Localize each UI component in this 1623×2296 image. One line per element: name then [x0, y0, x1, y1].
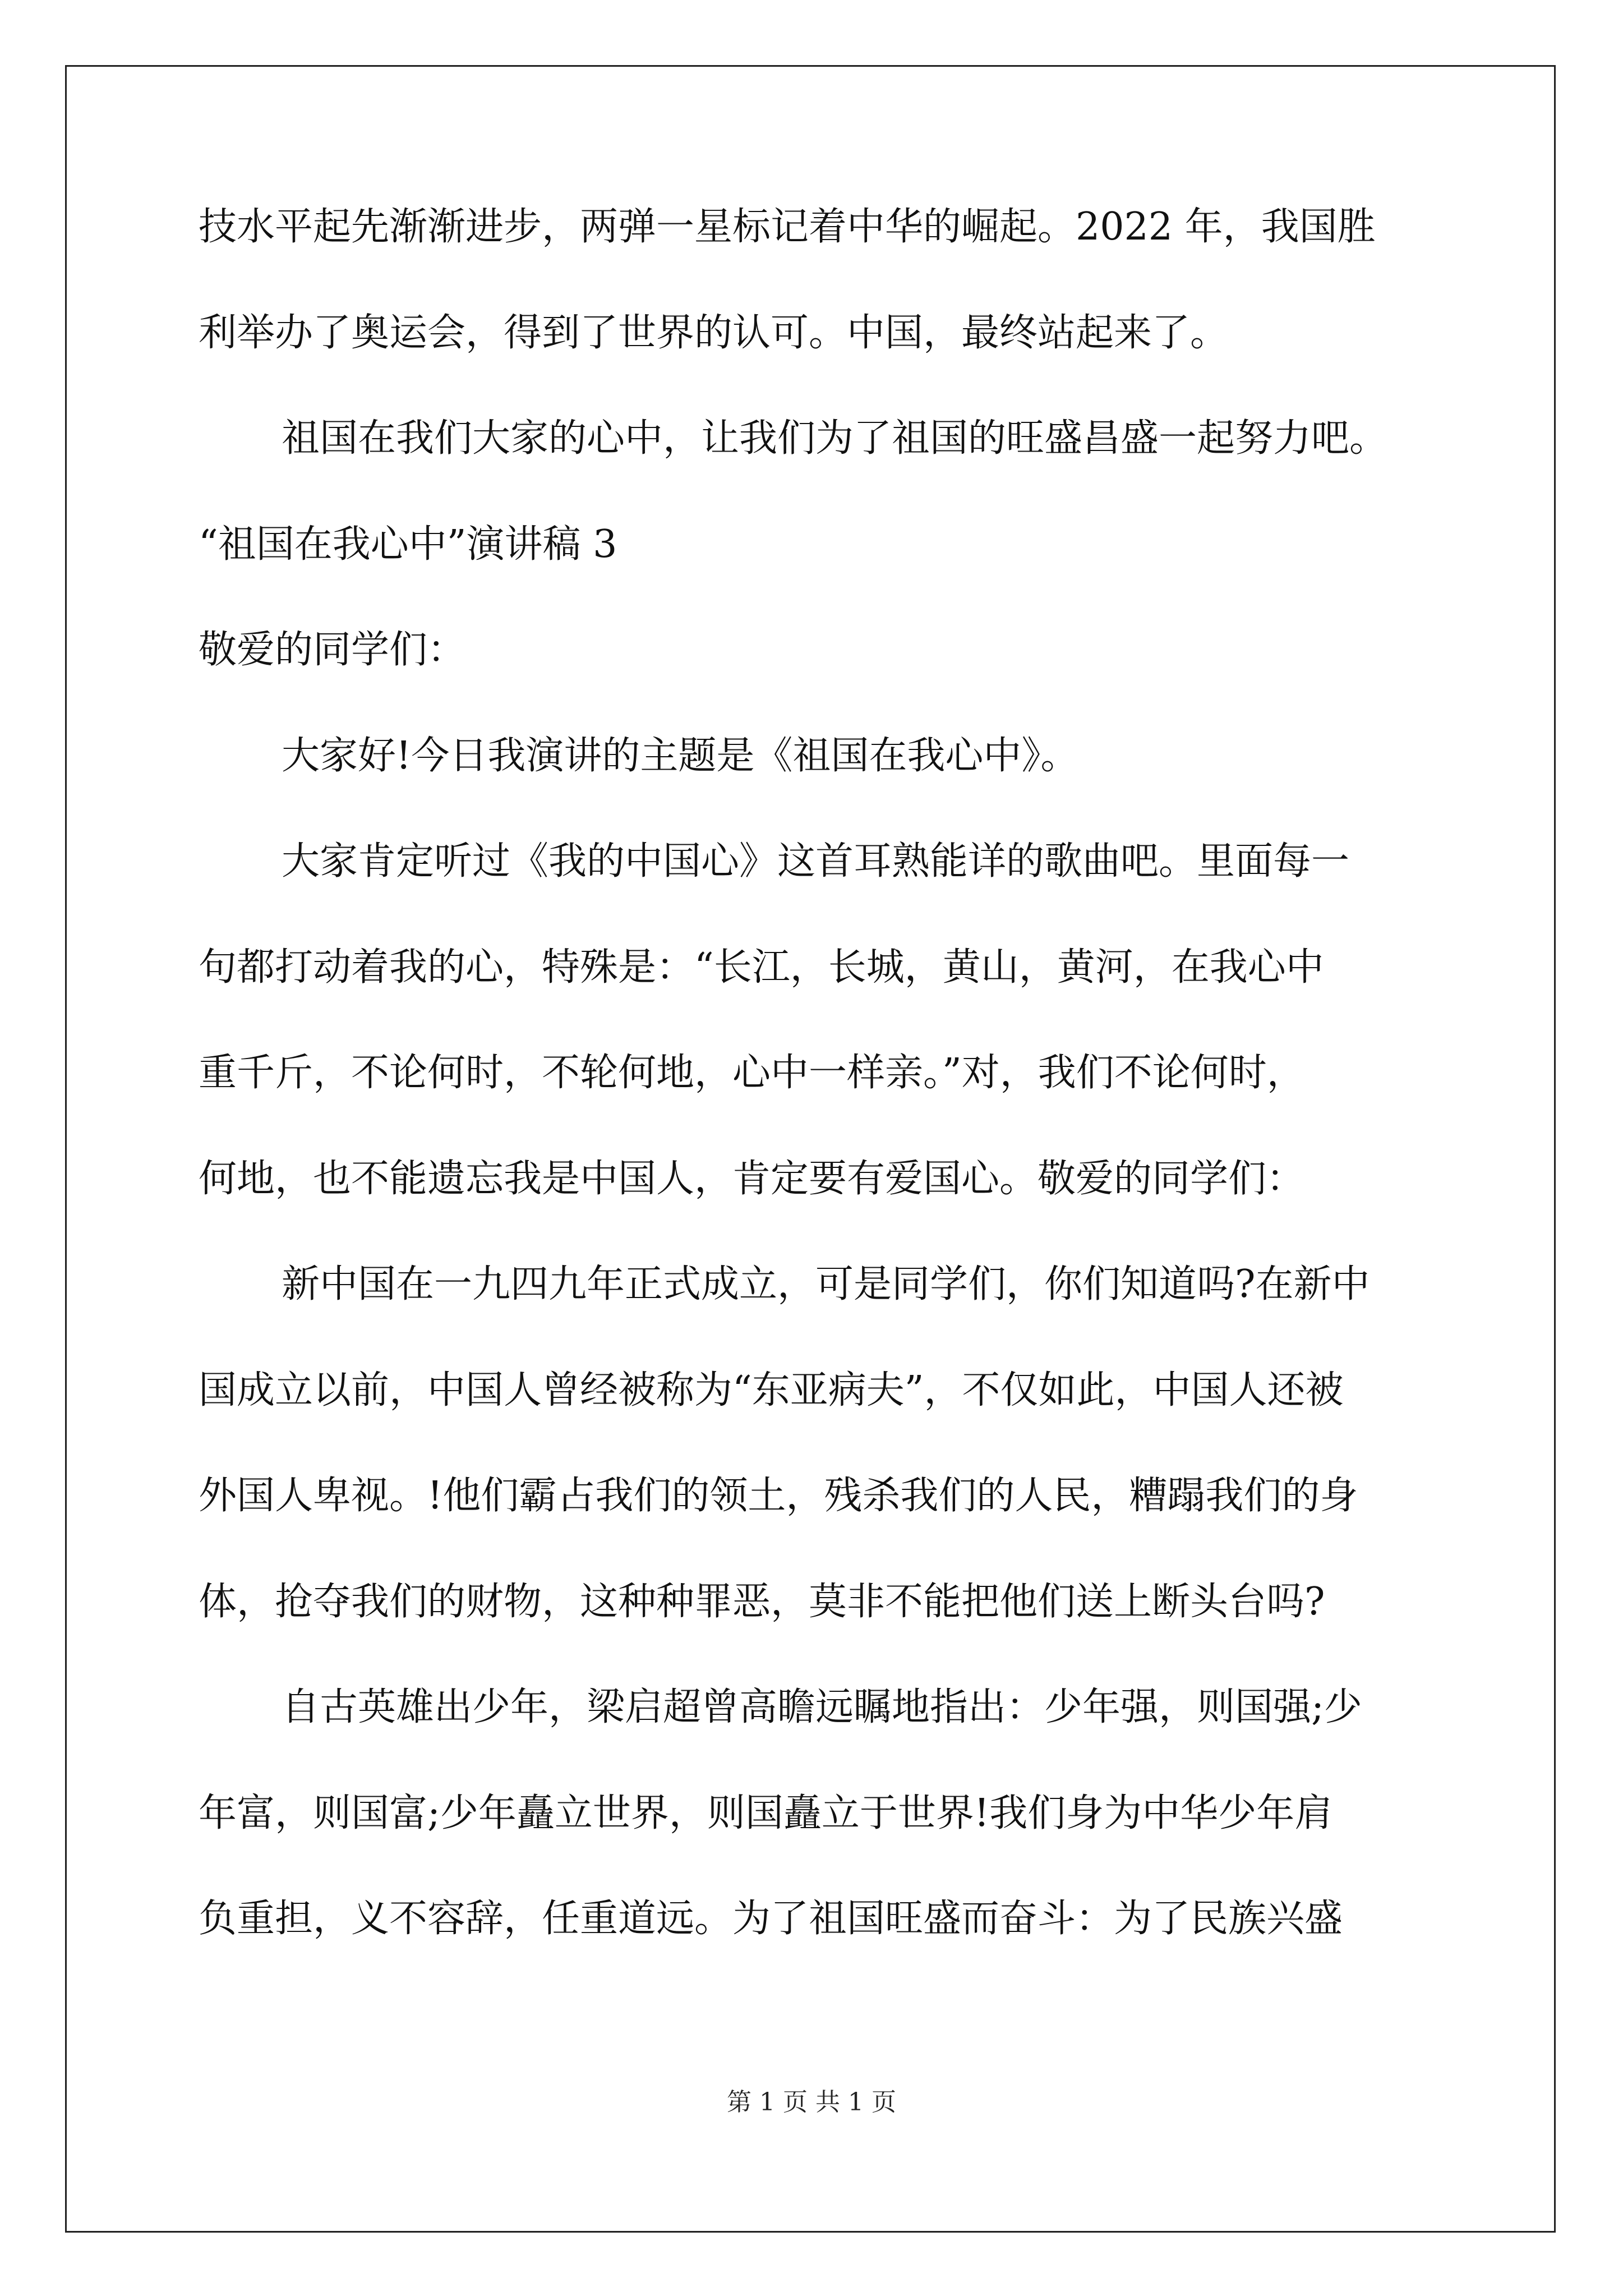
text-line: 外国人卑视。!他们霸占我们的领土，残杀我们的人民，糟蹋我们的身: [199, 1474, 1358, 1518]
text-line: 新中国在一九四九年正式成立，可是同学们，你们知道吗?在新中: [282, 1262, 1370, 1306]
text-line: 利举办了奥运会，得到了世界的认可。中国，最终站起来了。: [199, 310, 1229, 355]
text-line: 技水平起先渐渐进步，两弹一星标记着中华的崛起。2022 年，我国胜: [199, 205, 1376, 249]
text-line: “祖国在我心中”演讲稿 3: [199, 522, 617, 567]
text-line: 重千斤，不论何时，不轮何地，心中一样亲。”对，我们不论何时，: [199, 1051, 1305, 1095]
page-footer: 第 1 页 共 1 页: [727, 2088, 896, 2116]
text-line: 自古英雄出少年，梁启超曾高瞻远瞩地指出：少年强，则国强;少: [282, 1685, 1362, 1729]
text-line: 国成立以前，中国人曾经被称为“东亚病夫”，不仅如此，中国人还被: [199, 1368, 1344, 1412]
text-line: 大家肯定听过《我的中国心》这首耳熟能详的歌曲吧。里面每一: [282, 839, 1350, 884]
text-line: 大家好!今日我演讲的主题是《祖国在我心中》。: [282, 733, 1079, 778]
text-line: 句都打动着我的心，特殊是：“长江，长城，黄山，黄河，在我心中: [199, 945, 1324, 990]
text-line: 体，抢夺我们的财物，这种种罪恶，莫非不能把他们送上断头台吗?: [199, 1579, 1325, 1624]
text-line: 负重担，义不容辞，任重道远。为了祖国旺盛而奋斗：为了民族兴盛: [199, 1897, 1343, 1941]
text-line: 何地，也不能遗忘我是中国人，肯定要有爱国心。敬爱的同学们：: [199, 1156, 1305, 1201]
text-line: 祖国在我们大家的心中，让我们为了祖国的旺盛昌盛一起努力吧。: [282, 416, 1388, 461]
text-line: 年富，则国富;少年矗立世界，则国矗立于世界!我们身为中华少年肩: [199, 1791, 1333, 1835]
text-line: 敬爱的同学们：: [199, 628, 466, 672]
